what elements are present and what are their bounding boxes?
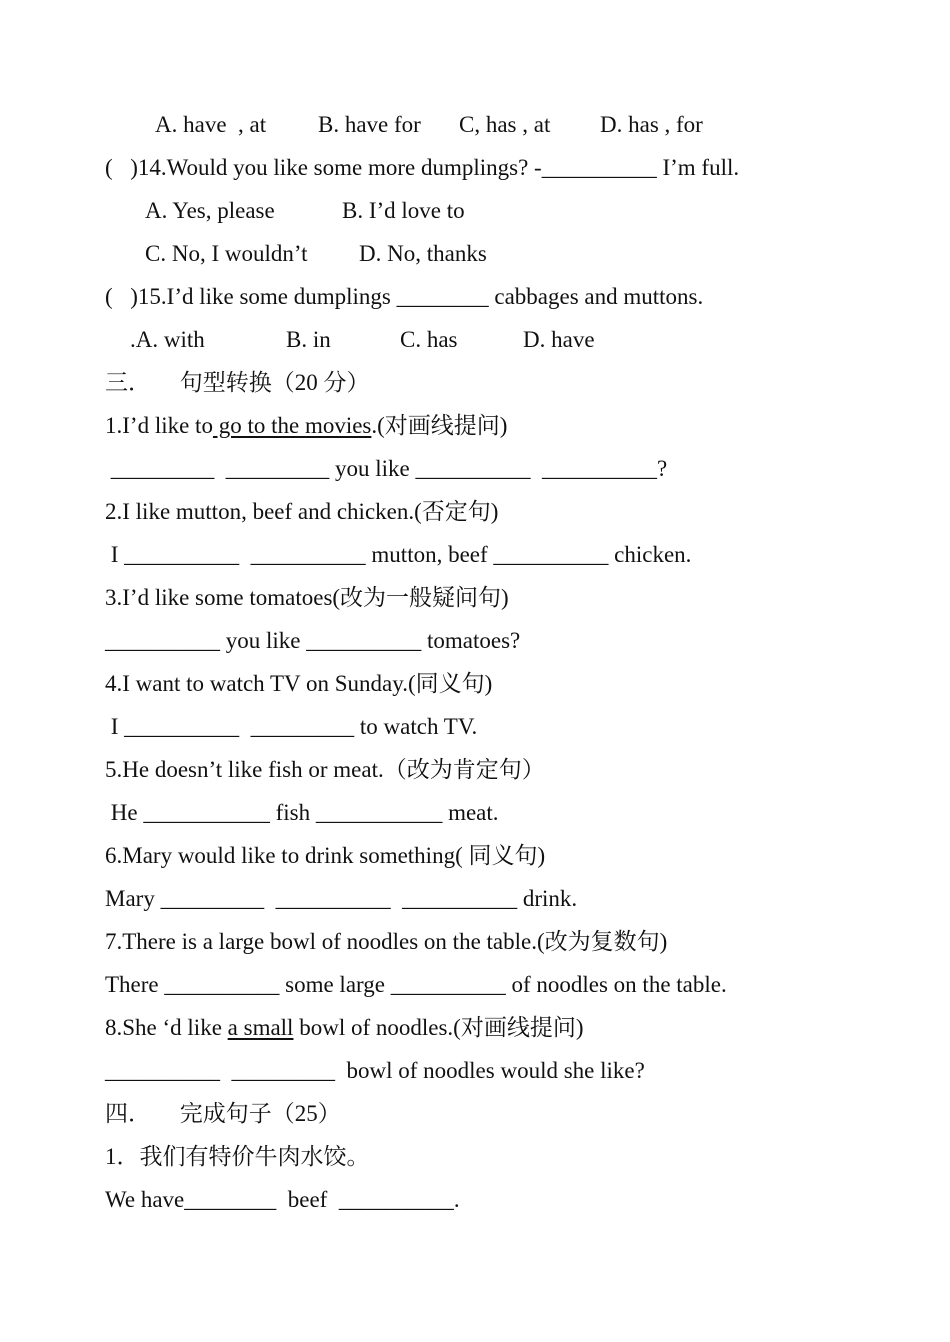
s3-item-8-question-pre: 8.She ‘d like bbox=[105, 1015, 228, 1040]
s3-item-6-question: 6.Mary would like to drink something( 同义句) bbox=[105, 843, 546, 868]
q13-option-c: C, has , at bbox=[459, 112, 551, 137]
s3-item-2-answer: I __________ __________ mutton, beef __________ chicken. bbox=[105, 542, 692, 567]
s3-item-6-answer: Mary _________ __________ __________ drink. bbox=[105, 886, 578, 911]
q15-option-d: D. have bbox=[523, 327, 595, 352]
q15-paren: ( bbox=[105, 284, 113, 309]
q15-option-c: C. has bbox=[400, 327, 458, 352]
section-4-heading: 四． 完成句子（25） bbox=[105, 1101, 341, 1126]
q13-option-b: B. have for bbox=[318, 112, 421, 137]
q13-option-d: D. has , for bbox=[600, 112, 703, 137]
q14-option-b: B. I’d love to bbox=[342, 198, 465, 223]
s3-item-5-question: 5.He doesn’t like fish or meat.（改为肯定句） bbox=[105, 757, 545, 782]
s3-item-4-answer: I __________ _________ to watch TV. bbox=[105, 714, 478, 739]
q15-option-b: B. in bbox=[286, 327, 331, 352]
q14-option-d: D. No, thanks bbox=[359, 241, 487, 266]
s3-item-2-question: 2.I like mutton, beef and chicken.(否定句) bbox=[105, 499, 499, 524]
s3-item-1-underlined: go to the movies bbox=[212, 413, 372, 438]
s3-item-3-answer: __________ you like __________ tomatoes? bbox=[105, 628, 521, 653]
s3-item-8-question bbox=[105, 1011, 583, 1045]
s3-item-8-underlined: a small bbox=[227, 1015, 294, 1040]
s3-item-1-answer: _________ _________ you like __________ __________? bbox=[105, 456, 668, 481]
s4-item-1-question: 1．我们有特价牛肉水饺。 bbox=[105, 1144, 370, 1169]
q14-option-c: C. No, I wouldn’t bbox=[145, 241, 308, 266]
q14-paren: ( bbox=[105, 155, 113, 180]
s3-item-8-question-post: bowl of noodles.(对画线提问) bbox=[293, 1015, 584, 1040]
s3-item-3-question: 3.I’d like some tomatoes(改为一般疑问句) bbox=[105, 585, 509, 610]
s3-item-5-answer: He ___________ fish ___________ meat. bbox=[105, 800, 499, 825]
s3-item-1-question bbox=[105, 409, 507, 443]
section-3-heading: 三． 句型转换（20 分） bbox=[105, 370, 370, 395]
q14-text: )14.Would you like some more dumplings? -__________ I’m full. bbox=[113, 155, 740, 180]
q15-option-a: .A. with bbox=[130, 327, 205, 352]
q13-option-a: A. have , at bbox=[155, 112, 267, 137]
s3-item-4-question: 4.I want to watch TV on Sunday.(同义句) bbox=[105, 671, 493, 696]
s3-item-8-answer: __________ _________ bowl of noodles would she like? bbox=[105, 1058, 645, 1083]
q15-text: )15.I’d like some dumplings ________ cabbages and muttons. bbox=[113, 284, 704, 309]
s3-item-1-question-post: .(对画线提问) bbox=[371, 413, 508, 438]
s3-item-1-question-pre: 1.I’d like to bbox=[105, 413, 213, 438]
s4-item-1-answer: We have________ beef __________. bbox=[105, 1187, 460, 1212]
q14-option-a: A. Yes, please bbox=[145, 198, 275, 223]
s3-item-7-question: 7.There is a large bowl of noodles on the table.(改为复数句) bbox=[105, 929, 668, 954]
s3-item-7-answer: There __________ some large __________ of noodles on the table. bbox=[105, 972, 727, 997]
